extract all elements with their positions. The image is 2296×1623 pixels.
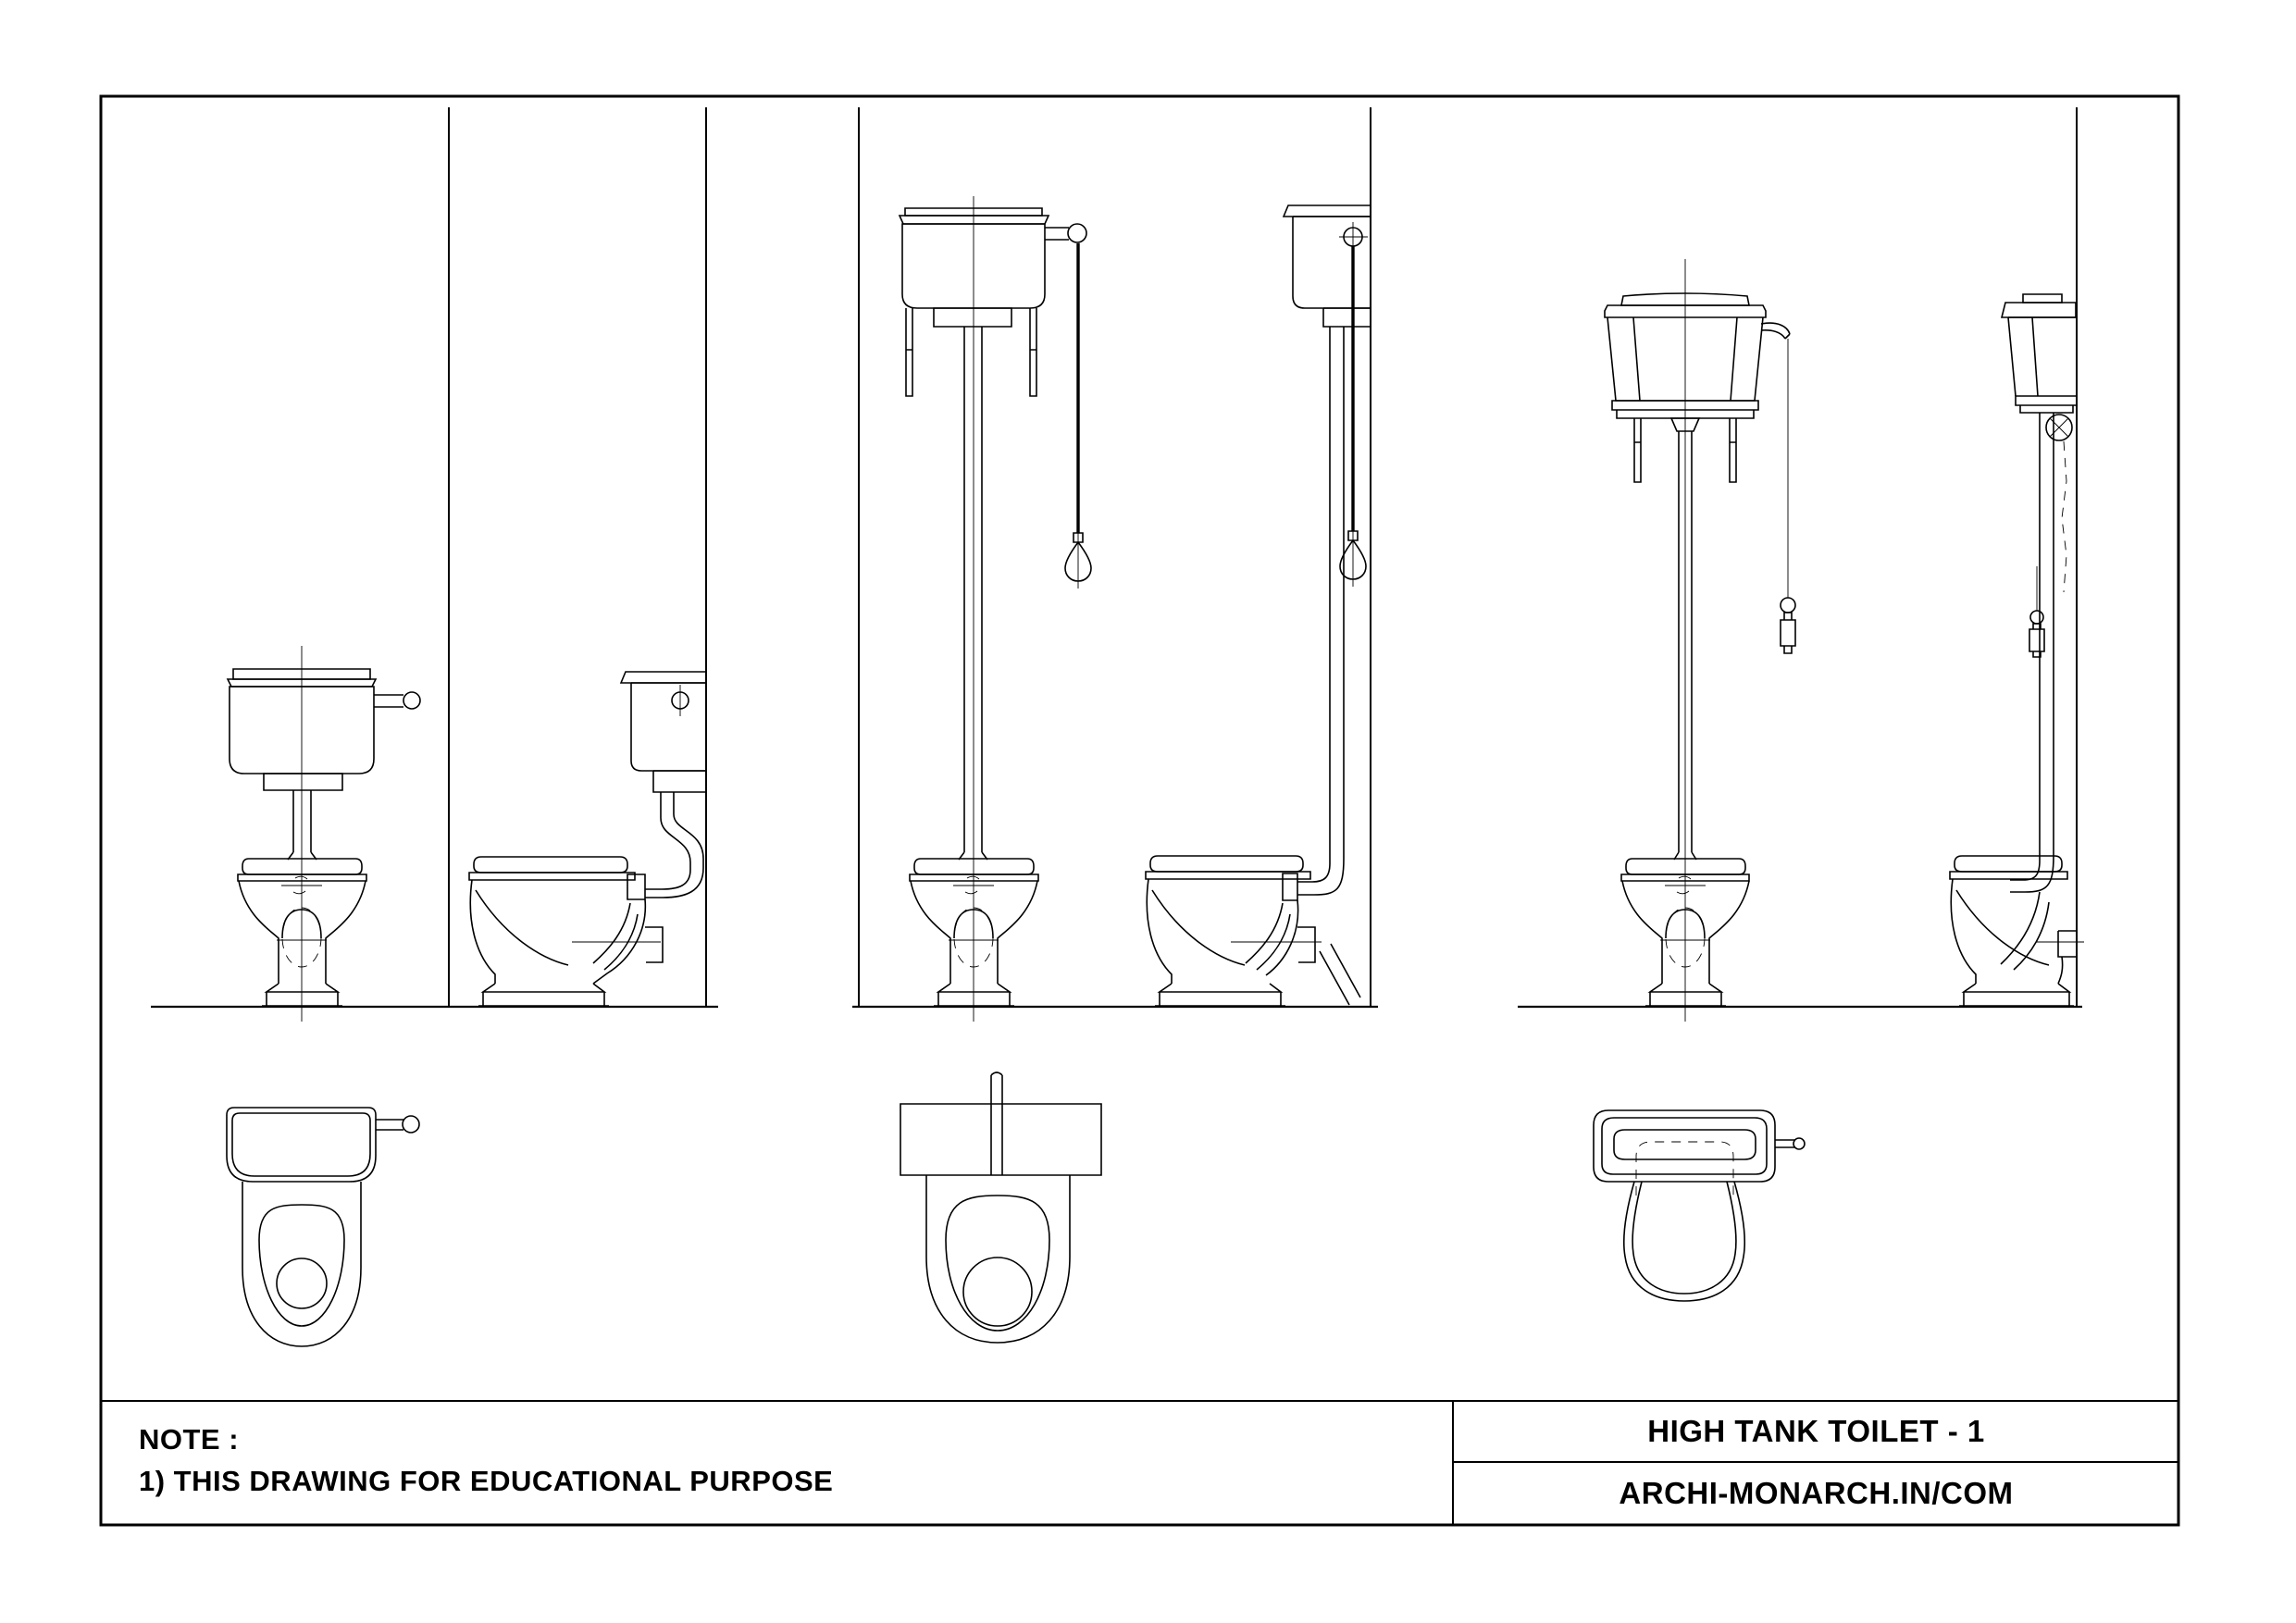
- toilet1-front-elevation: [228, 646, 420, 1022]
- toilet3-side-elevation: [1950, 294, 2084, 1006]
- waste-outlet: [2058, 931, 2077, 957]
- tank-brackets: [906, 308, 1036, 396]
- note-heading: NOTE :: [139, 1423, 240, 1456]
- flush-handle-knob: [403, 692, 420, 709]
- pull-cord: [2062, 441, 2066, 592]
- website-label: ARCHI-MONARCH.IN/COM: [1619, 1476, 2014, 1510]
- cord-pull: [1781, 613, 1795, 653]
- cord-spout: [1761, 323, 1790, 339]
- flush-pipe: [2010, 413, 2040, 880]
- toilet1-plan-view: [227, 1108, 419, 1346]
- flush-lever-knob: [1068, 224, 1086, 242]
- seat-outline: [1624, 1182, 1745, 1301]
- toilet2-plan-view: [900, 1072, 1101, 1343]
- flush-handle-knob: [1793, 1138, 1805, 1149]
- toilet3-front-elevation: [1605, 259, 1795, 1022]
- toilet2-front-elevation: [900, 196, 1091, 1022]
- sheet-frame: [101, 96, 2178, 1525]
- soil-pipe: [1320, 944, 1360, 1005]
- toilet2-side-elevation: [1146, 205, 1371, 1006]
- toilet1-side-elevation: [469, 672, 706, 1006]
- toilet3-plan-view: [1594, 1110, 1805, 1301]
- flush-pipe-spud: [627, 874, 645, 899]
- note-item: 1) THIS DRAWING FOR EDUCATIONAL PURPOSE: [139, 1465, 834, 1497]
- flush-pipe: [959, 327, 987, 860]
- flush-pipe-plan: [991, 1072, 1002, 1175]
- cord-pull: [2029, 624, 2044, 657]
- drawing-title: HIGH TANK TOILET - 1: [1647, 1414, 1985, 1448]
- flush-pipe-spud: [1283, 873, 1297, 900]
- flush-pipe: [1297, 327, 1330, 882]
- flush-handle-knob: [403, 1116, 419, 1133]
